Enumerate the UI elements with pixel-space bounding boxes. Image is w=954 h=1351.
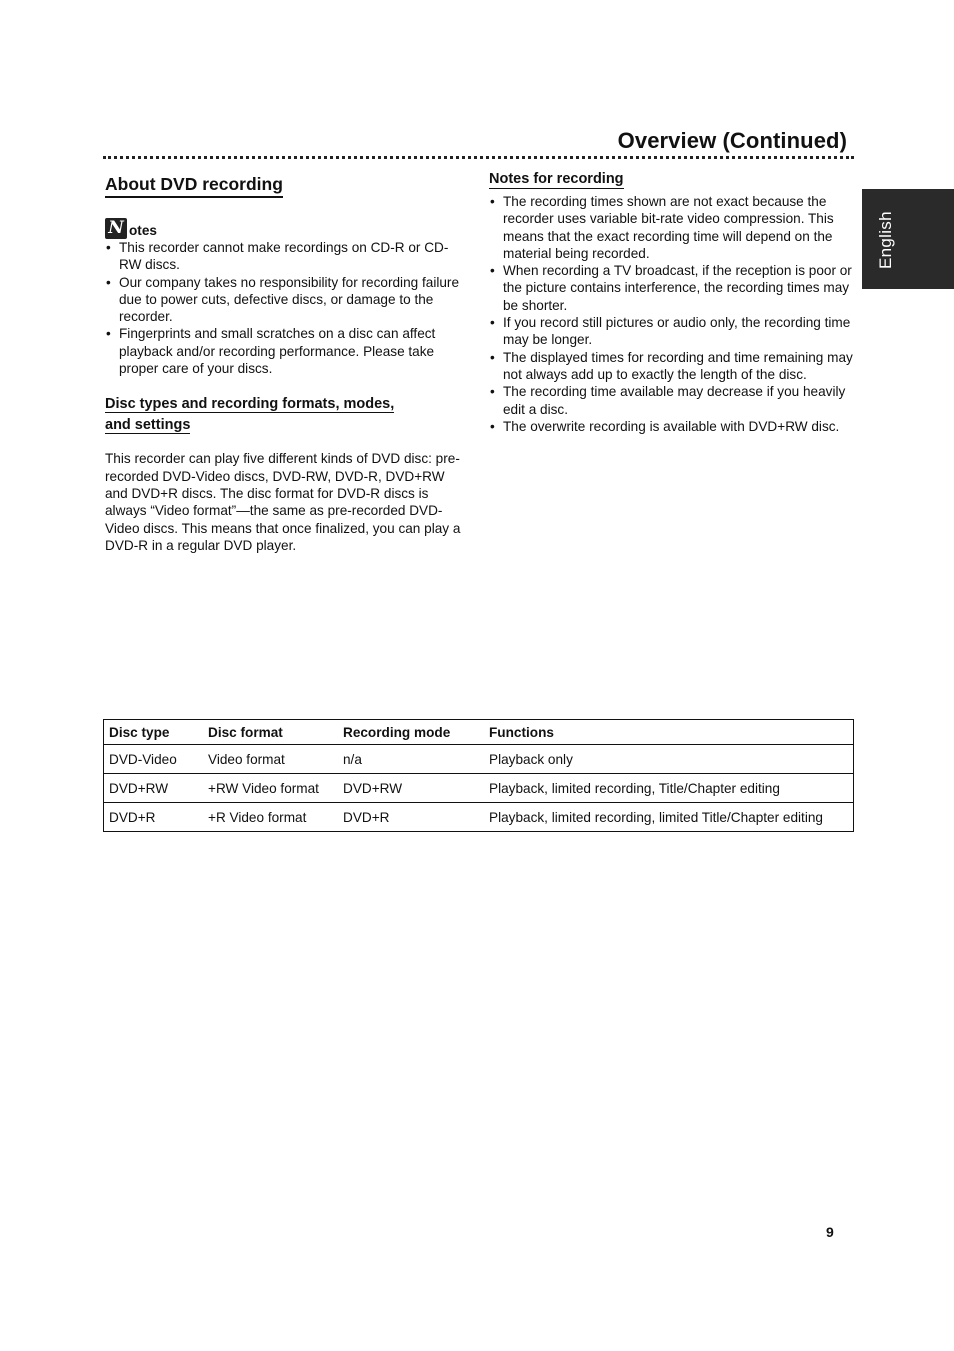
subsection-title-line1: Disc types and recording formats, modes, bbox=[105, 396, 395, 413]
column-header-disc-format: Disc format bbox=[203, 720, 338, 745]
notes-heading bbox=[105, 218, 470, 239]
column-header-functions: Functions bbox=[484, 720, 854, 745]
table-cell: DVD+RW bbox=[338, 774, 484, 803]
table-cell: n/a bbox=[338, 745, 484, 774]
disc-types-paragraph: This recorder can play five different kinds of DVD disc: pre-recorded DVD-Video discs, DVD-RW, DVD-R, DVD+RW and DVD+R discs. The disc format for DVD-R discs is always “Video format”—the same as pre-recorded DVD-Video discs. This means that once finalized, you can play a DVD-R in a regular DVD player. bbox=[105, 451, 461, 553]
table-cell: +R Video format bbox=[208, 809, 307, 825]
table-cell: DVD+RW bbox=[104, 774, 204, 803]
section-title-notes-for-recording: Notes for recording bbox=[489, 171, 624, 187]
table-cell: Playback, limited recording, limited Title/Chapter editing bbox=[489, 809, 823, 825]
disc-type-table bbox=[103, 719, 854, 832]
table-cell: DVD+R bbox=[343, 809, 390, 825]
table-header-row bbox=[104, 720, 854, 745]
list-item: • The recording times shown are not exact because the recorder uses variable bit-rate video compression. This means that the exact recording time will depend on the material being recorded. bbox=[489, 193, 853, 262]
table-cell: Video format bbox=[203, 745, 338, 774]
column-header-recording-mode: Recording mode bbox=[338, 720, 484, 745]
list-item: • Our company takes no responsibility for recording failure due to power cuts, defective discs, or damage to the recorder. bbox=[105, 274, 470, 326]
list-item: • When recording a TV broadcast, if the reception is poor or the picture contains interference, the recording times may be shorter. bbox=[489, 262, 853, 314]
list-item: • The overwrite recording is available with DVD+RW disc. bbox=[489, 418, 853, 435]
recording-notes-list bbox=[489, 193, 853, 435]
page-number: 9 bbox=[826, 1224, 834, 1240]
table-cell: Playback only bbox=[484, 745, 854, 774]
notes-list bbox=[105, 239, 470, 377]
list-item: • Fingerprints and small scratches on a disc can affect playback and/or recording performance. Please take proper care of your discs. bbox=[105, 325, 470, 377]
language-tab-label: English bbox=[876, 211, 895, 269]
right-column bbox=[489, 170, 853, 435]
list-item: • The displayed times for recording and time remaining may not always add up to exactly the length of the disc. bbox=[489, 349, 853, 384]
list-item: • The recording time available may decrease if you heavily edit a disc. bbox=[489, 383, 853, 418]
list-item: • If you record still pictures or audio only, the recording time may be longer. bbox=[489, 314, 853, 349]
page-title: Overview (Continued) bbox=[617, 128, 847, 153]
list-item: • This recorder cannot make recordings on CD-R or CD-RW discs. bbox=[105, 239, 470, 274]
table-cell: Playback, limited recording, Title/Chapter editing bbox=[484, 774, 854, 803]
table-cell: DVD-Video bbox=[104, 745, 204, 774]
notes-icon: N bbox=[105, 218, 127, 239]
table-row bbox=[104, 803, 854, 832]
table-cell: +RW Video format bbox=[203, 774, 338, 803]
column-header-disc-type: Disc type bbox=[104, 720, 204, 745]
subsection-title-disc-types bbox=[105, 394, 470, 435]
table-cell: DVD+R bbox=[109, 809, 156, 825]
language-tab bbox=[862, 189, 954, 289]
notes-label: otes bbox=[129, 222, 157, 238]
section-title-about-dvd-recording: About DVD recording bbox=[105, 173, 283, 198]
left-column bbox=[105, 170, 470, 568]
subsection-title-line2: and settings bbox=[105, 416, 191, 433]
header-dotted-divider bbox=[103, 156, 854, 159]
table-row bbox=[104, 745, 854, 774]
table-row bbox=[104, 774, 854, 803]
